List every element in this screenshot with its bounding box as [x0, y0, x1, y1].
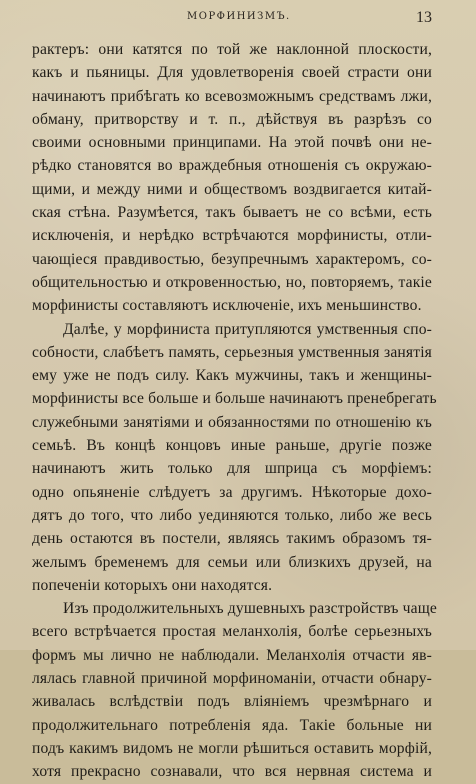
text-line: щими, и между ними и обществомъ воздвигается китай-: [32, 180, 432, 198]
text-line: день остаются въ постели, являясь такимъ образомъ тя-: [32, 530, 432, 548]
text-line: начинаютъ прибѣгать ко всевозможнымъ средствамъ лжи,: [32, 87, 432, 105]
text-line: какъ и пьяницы. Для удовлетворенія своей страсти они: [32, 64, 432, 82]
text-line: ская стѣна. Разумѣется, такъ бываетъ не со всѣми, есть: [32, 204, 432, 222]
text-line: желымъ бременемъ для семьи или близкихъ друзей, на: [32, 553, 432, 571]
page-number: 13: [416, 9, 432, 26]
text-line: собности, слабѣетъ память, серьезныя умственныя занятія: [32, 343, 432, 361]
text-line: исключенія, и нерѣдко встрѣчаются морфинисты, отли-: [32, 227, 432, 245]
text-line: Изъ продолжительныхъ душевныхъ разстройствъ чаще: [63, 600, 437, 618]
text-line: всего встрѣчается простая меланхолія, болѣе серьезныхъ: [32, 623, 432, 641]
paragraph-1: [32, 38, 432, 318]
text-line: продолжительнаго потребленія яда. Такіе больные ни: [32, 716, 432, 734]
text-line: своими основными принципами. На этой почвѣ они не-: [32, 134, 432, 152]
text-line: морфинисты составляютъ исключеніе, ихъ меньшинство.: [32, 297, 422, 315]
text-line: ему уже не подъ силу. Какъ мужчины, такъ и женщины-: [32, 367, 432, 385]
paragraph-2: [32, 318, 437, 598]
text-line: хотя прекрасно сознавали, что вся нервная система и: [32, 763, 432, 781]
text-line: попеченіи которыхъ они находятся.: [32, 576, 273, 594]
text-line: чающіеся правдивостью, безупречнымъ характеромъ, со-: [32, 250, 432, 268]
text-line: рактеръ: они катятся по той же наклонной плоскости,: [32, 41, 432, 58]
text-line: обману, притворству и т. п., дѣйствуя въ разрѣзъ со: [32, 110, 432, 128]
text-line: служебными занятіями и обязанностями по отношенію къ: [32, 413, 432, 431]
text-line: одно опьяненіе слѣдуетъ за другимъ. Нѣкоторые дохо-: [32, 483, 432, 501]
body-text: [32, 38, 437, 784]
text-line: дятъ до того, что либо уединяются только, либо же весь: [32, 506, 432, 524]
text-line: подъ какимъ видомъ не могли рѣшиться оставить морфій,: [32, 739, 432, 757]
text-line: общительностью и откровенностью, но, повторяемъ, такіе: [32, 273, 432, 291]
running-title: МОРФИНИЗМЪ.: [187, 11, 291, 22]
text-line: живалась вслѣдствіи подъ вліяніемъ чрезмѣрнаго и: [32, 693, 432, 711]
text-line: лялась главной причиной морфиноманіи, отчасти обнару-: [32, 670, 432, 688]
text-line: начинаютъ жить только для шприца съ морфіемъ:: [32, 460, 432, 478]
text-line: Далѣе, у морфиниста притупляются умственныя спо-: [63, 320, 432, 338]
text-line: формъ мы лично не наблюдали. Меланхолія отчасти яв-: [32, 646, 432, 664]
running-head: [0, 10, 476, 28]
text-line: семьѣ. Въ концѣ концовъ иные раньше, другіе позже: [32, 437, 432, 455]
text-line: рѣдко становятся во враждебныя отношенія съ окружаю-: [32, 157, 432, 175]
paragraph-3: [32, 597, 437, 783]
text-line: морфинисты все больше и больше начинаютъ пренебрегать: [32, 390, 437, 408]
